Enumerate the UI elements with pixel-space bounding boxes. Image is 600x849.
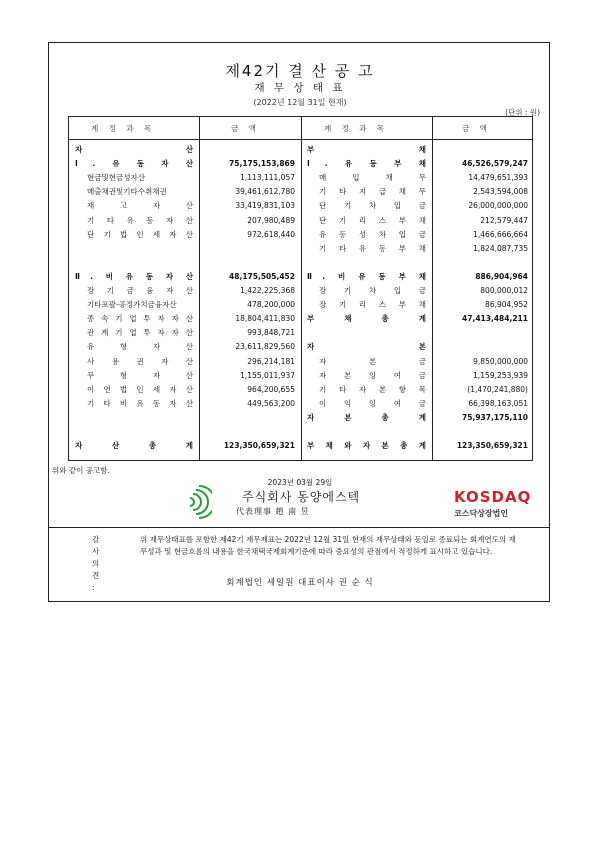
row-amount: 14,479,651,393 bbox=[468, 173, 528, 183]
auditor-signature: 회계법인 세일원 대표이사 권 순 식 bbox=[226, 578, 374, 588]
row-amount: 86,904,952 bbox=[485, 300, 528, 310]
row-label: 이 익 잉 여 금 bbox=[319, 398, 426, 408]
column-divider bbox=[432, 117, 433, 460]
row-amount: 33,419,831,103 bbox=[235, 201, 295, 211]
row-label: 기타포괄-공정가치금융자산 bbox=[87, 300, 177, 310]
row-amount: 964,200,655 bbox=[247, 384, 295, 394]
row-amount: 1,824,087,735 bbox=[473, 243, 528, 253]
row-amount: 2,543,594,008 bbox=[473, 187, 528, 197]
row-amount: 207,980,489 bbox=[247, 215, 295, 225]
row-label: 장 기 금 융 자 산 bbox=[87, 286, 193, 295]
row-label: 기 타 유 동 자 산 bbox=[87, 215, 193, 225]
row-amount: 26,000,000,000 bbox=[468, 201, 528, 211]
row-amount: 1,159,253,939 bbox=[473, 370, 528, 380]
row-label: 단 기 법 인 세 자 산 bbox=[87, 229, 193, 239]
row-label: 부 채 총 계 bbox=[307, 314, 426, 324]
row-amount: 46,526,579,247 bbox=[462, 159, 528, 169]
row-amount: 212,579,447 bbox=[480, 215, 528, 225]
row-label: 자 산 총 계 bbox=[75, 441, 193, 451]
as-of-date: (2022년 12월 31일 현재) bbox=[253, 98, 347, 107]
row-amount: 1,422,225,368 bbox=[240, 286, 295, 295]
row-label: 기 타 유 동 부 채 bbox=[319, 243, 426, 253]
notice-text: 위와 같이 공고함. bbox=[52, 466, 110, 475]
row-amount: 48,175,505,452 bbox=[229, 271, 295, 281]
header-item-left: 계 정 과 목 bbox=[91, 124, 156, 133]
row-label: 무 형 자 산 bbox=[87, 370, 193, 380]
row-label: 자 본 잉 여 금 bbox=[319, 370, 426, 380]
company-logo-icon bbox=[186, 484, 212, 520]
row-label: 단 기 차 입 금 bbox=[319, 201, 426, 211]
row-amount: 18,804,411,830 bbox=[235, 314, 295, 324]
row-label: 자 산 bbox=[75, 145, 193, 154]
row-amount: 478,200,000 bbox=[247, 300, 295, 310]
row-label: 기 타 자 본 항 목 bbox=[319, 384, 426, 394]
header-amount-right: 금 액 bbox=[462, 124, 491, 133]
row-amount: 9,850,000,000 bbox=[473, 356, 528, 366]
row-label: 재 고 자 산 bbox=[87, 201, 193, 211]
row-label: Ⅰ. 유 동 자 산 bbox=[75, 159, 193, 169]
row-amount: 123,350,659,321 bbox=[456, 441, 528, 451]
balance-sheet-table bbox=[68, 116, 533, 461]
row-label: Ⅰ. 유 동 부 채 bbox=[307, 159, 426, 169]
row-label: 현금및현금성자산 bbox=[87, 173, 145, 183]
kosdaq-subtitle: 코스닥상장법인 bbox=[454, 509, 509, 518]
row-amount: 75,175,153,869 bbox=[229, 159, 295, 169]
row-amount: 800,000,012 bbox=[480, 286, 528, 295]
header-item-right: 계 정 과 목 bbox=[324, 124, 389, 133]
row-amount: 1,113,111,057 bbox=[240, 173, 295, 183]
statement-title: 재 무 상 태 표 bbox=[254, 82, 346, 94]
row-label: 장 기 차 입 금 bbox=[319, 286, 426, 295]
row-amount: 972,618,440 bbox=[247, 229, 295, 239]
row-label: 자 본 총 계 bbox=[307, 412, 426, 422]
row-amount: 66,398,163,051 bbox=[468, 398, 528, 408]
row-label: 매출채권및기타수취채권 bbox=[87, 187, 167, 197]
notice-date: 2023년 03월 29일 bbox=[267, 478, 333, 487]
row-amount: 449,563,200 bbox=[247, 398, 295, 408]
audit-opinion-label: 감사의견 : bbox=[92, 535, 100, 592]
row-amount: 23,611,829,560 bbox=[235, 342, 295, 352]
row-label: 부 채 와 자 본 총 계 bbox=[307, 441, 426, 451]
row-label: 장 기 리 스 부 채 bbox=[319, 300, 426, 310]
row-label: 부 채 bbox=[307, 145, 426, 154]
row-label: 종 속 기 업 투 자 자 산 bbox=[87, 314, 193, 324]
row-amount: 39,461,612,780 bbox=[235, 187, 295, 197]
column-divider bbox=[301, 117, 302, 460]
row-amount: 296,214,181 bbox=[247, 356, 295, 366]
company-name: 주식회사 동양에스텍 bbox=[242, 490, 361, 504]
row-label: 단 기 리 스 부 채 bbox=[319, 215, 426, 225]
column-divider bbox=[199, 117, 200, 460]
row-label: 유 형 자 산 bbox=[87, 342, 193, 352]
header-amount-left: 금 액 bbox=[231, 124, 260, 133]
page-title: 제42기 결 산 공 고 bbox=[225, 62, 375, 80]
audit-opinion-text: 위 재무상태표를 포함한 제42기 재무제표는 2022년 12월 31일 현재의 재무상태와 동일로 종료되는 회계연도의 재무성과 및 현금흐름의 내용을 한국채택국제회계기준에 따라 중요성의 관점에서 적정하게 표시하고 있습니다. bbox=[140, 535, 516, 556]
row-label: 이 연 법 인 세 자 산 bbox=[87, 384, 193, 394]
row-amount: 993,848,721 bbox=[247, 328, 295, 338]
divider bbox=[48, 527, 550, 528]
row-label: 관 계 기 업 투 자 자 산 bbox=[87, 328, 193, 338]
row-label: 사 용 권 자 산 bbox=[87, 356, 193, 366]
representative: 代表理事 趙 南 昱 bbox=[236, 507, 310, 516]
row-amount: 1,466,666,664 bbox=[473, 229, 528, 239]
row-label: 기 타 지 급 채 무 bbox=[319, 187, 426, 197]
row-amount: 886,904,964 bbox=[475, 271, 528, 281]
row-label: Ⅱ. 비 유 동 부 채 bbox=[307, 271, 426, 281]
row-label: Ⅱ. 비 유 동 자 산 bbox=[75, 271, 193, 281]
row-amount: 1,155,011,937 bbox=[240, 370, 295, 380]
kosdaq-logo: KOSDAQ bbox=[454, 488, 532, 506]
row-label: 기 타 비 유 동 자 산 bbox=[87, 398, 193, 408]
row-label: 매 입 채 무 bbox=[319, 173, 426, 183]
row-label: 유 동 성 차 입 금 bbox=[319, 229, 426, 239]
row-amount: 123,350,659,321 bbox=[223, 441, 295, 451]
row-label: 자 본 bbox=[307, 342, 426, 352]
row-amount: 47,413,484,211 bbox=[462, 314, 528, 324]
unit-label: (단위 : 원) bbox=[505, 108, 540, 117]
row-label: 자 본 금 bbox=[319, 356, 426, 366]
row-amount: (1,470,241,880) bbox=[467, 384, 528, 394]
row-amount: 75,937,175,110 bbox=[462, 412, 528, 422]
